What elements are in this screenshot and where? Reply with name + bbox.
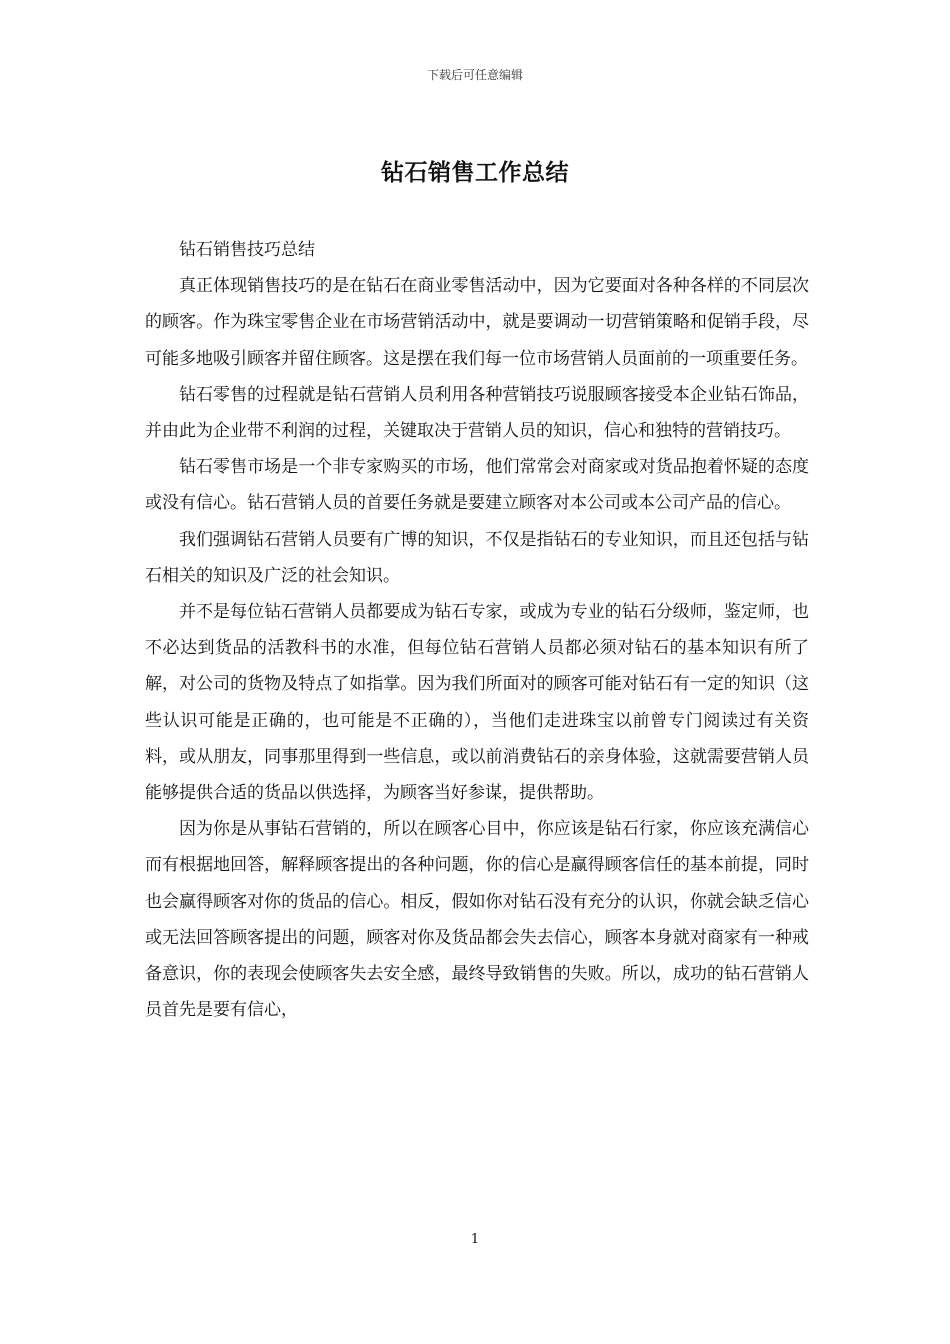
- body-paragraph: 并不是每位钻石营销人员都要成为钻石专家，或成为专业的钻石分级师，鉴定师，也不必达到货品的活教科书的水准，但每位钻石营销人员都必须对钻石的基本知识有所了解，对公司的货物及特点了如指掌。因为我们所面对的顾客可能对钻石有一定的知识（这些认识可能是正确的，也可能是不正确的），当他们走进珠宝以前曾专门阅读过有关资料，或从朋友，同事那里得到一些信息，或以前消费钻石的亲身体验，这就需要营销人员能够提供合适的货品以供选择，为顾客当好参谋，提供帮助。: [145, 602, 809, 804]
- body-paragraph: 钻石零售的过程就是钻石营销人员利用各种营销技巧说服顾客接受本企业钻石饰品，并由此为企业带不利润的过程，关键取决于营销人员的知识，信心和独特的营销技巧。: [145, 384, 809, 442]
- section-heading: 钻石销售技巧总结: [179, 240, 315, 260]
- body-paragraph: 真正体现销售技巧的是在钻石在商业零售活动中，因为它要面对各种各样的不同层次的顾客。作为珠宝零售企业在市场营销活动中，就是要调动一切营销策略和促销手段，尽可能多地吸引顾客并留住顾客。这是摆在我们每一位市场营销人员面前的一项重要任务。: [145, 276, 809, 369]
- document-title: 钻石销售工作总结: [381, 159, 569, 186]
- body-paragraph: 钻石零售市场是一个非专家购买的市场，他们常常会对商家或对货品抱着怀疑的态度或没有信心。钻石营销人员的首要任务就是要建立顾客对本公司或本公司产品的信心。: [145, 457, 809, 514]
- body-paragraph: 我们强调钻石营销人员要有广博的知识，不仅是指钻石的专业知识，而且还包括与钻石相关的知识及广泛的社会知识。: [145, 529, 809, 586]
- body-paragraph: 因为你是从事钻石营销的，所以在顾客心目中，你应该是钻石行家，你应该充满信心而有根据地回答，解释顾客提出的各种问题，你的信心是赢得顾客信任的基本前提，同时也会赢得顾客对你的货品的信心。相反，假如你对钻石没有充分的认识，你就会缺乏信心或无法回答顾客提出的问题，顾客对你及货品都会失去信心，顾客本身就对商家有一种戒备意识，你的表现会使顾客失去安全感，最终导致销售的失败。所以，成功的钻石营销人员首先是要有信心，: [145, 819, 809, 1021]
- page-number: 1: [470, 1232, 480, 1247]
- header-note: 下载后可任意编辑: [426, 68, 523, 82]
- document-body: [145, 232, 809, 1028]
